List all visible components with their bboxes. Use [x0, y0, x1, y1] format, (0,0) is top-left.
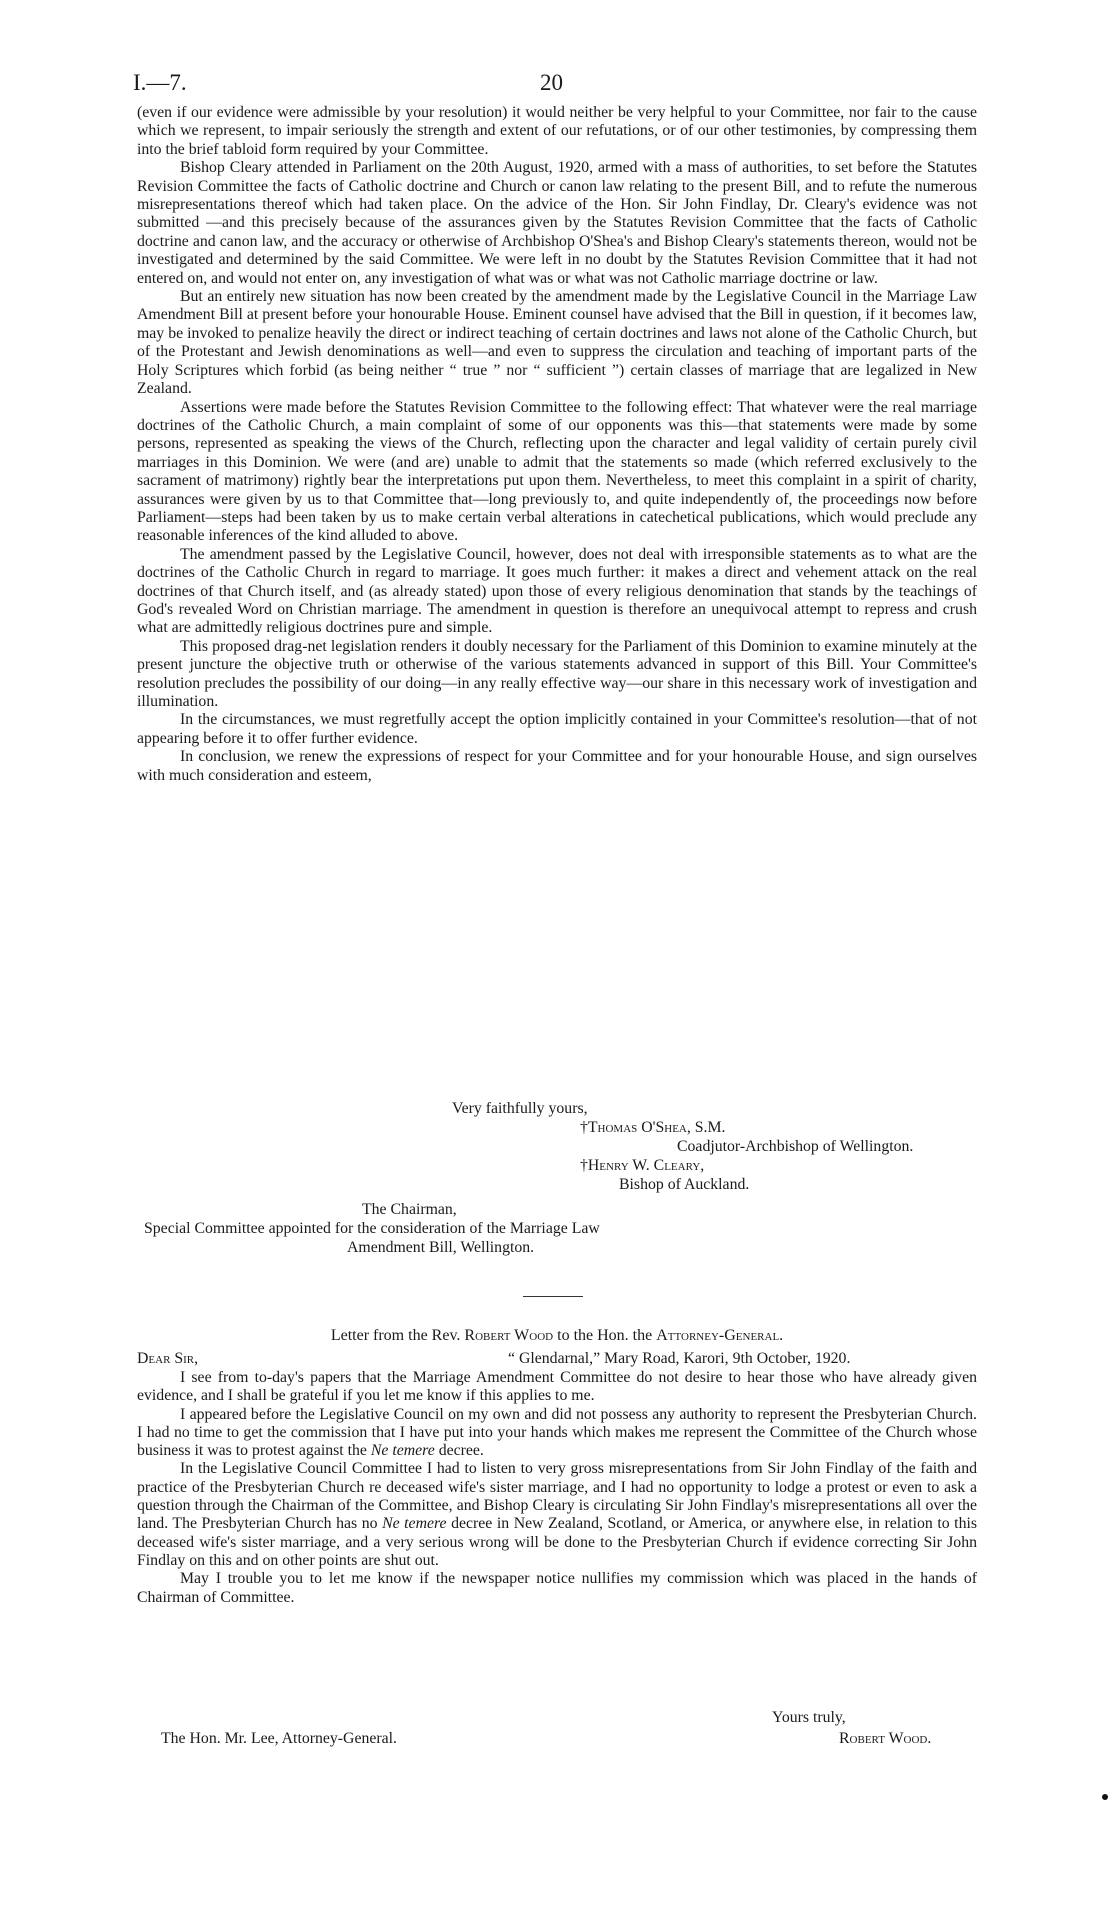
paragraph: This proposed drag-net legislation renders it doubly necessary for the Parliament of this Dominion to examine minutely at the present juncture the objective truth or otherwise of the various statements advanced in support of this Bill. Your Committee's resolution precludes the possibility of our doing—in any really effective way—our share in this necessary work of investigation and illumination. — [137, 637, 977, 710]
page-code: I.—7. — [133, 70, 187, 95]
paragraph: In the circumstances, we must regretfully accept the option implicitly contained in your Committee's resolution—that of not appearing before it to offer further evidence. — [137, 711, 977, 747]
paragraph: I see from to-day's papers that the Marriage Amendment Committee do not desire to hear those who have already given evidence, and I shall be grateful if you let me know if this applies to me. — [137, 1369, 977, 1405]
paragraph: But an entirely new situation has now been created by the amendment made by the Legislative Council in the Marriage Law Amendment Bill at present before your honourable House. Eminent counsel have advised that the Bill in question, if it becomes law, may be invoked to penalize heavily the direct or indirect teaching of certain doctrines and laws not alone of the Catholic Church, but of the Protestant and Jewish denominations as well—and even to suppress the circulation and teaching of important parts of the Holy Scriptures which forbid (as being neither “ true ” nor “ sufficient ”) certain classes of marriage that are legalized in New Zealand. — [137, 288, 977, 398]
paragraph: (even if our evidence were admissible by your resolution) it would neither be very helpful to your Committee, nor fair to the cause which we represent, to impair seriously the strength and extent of our refutations, or of our other testimonies, by compressing them into the brief tabloid form required by your Committee. — [137, 104, 977, 158]
closing: Very faithfully yours, — [452, 1100, 588, 1117]
letter-body — [137, 104, 977, 785]
recipient: The Hon. Mr. Lee, Attorney-General. — [161, 1730, 397, 1747]
addressee-line: The Chairman, — [362, 1201, 457, 1218]
addressee-line: Special Committee appointed for the consideration of the Marriage Law — [144, 1220, 600, 1237]
addressee-line: Amendment Bill, Wellington. — [347, 1239, 535, 1256]
signer-name: †Henry W. Cleary, — [580, 1157, 705, 1174]
signer-title: Coadjutor-Archbishop of Wellington. — [677, 1138, 914, 1155]
paragraph: In conclusion, we renew the expressions of respect for your Committee and for your honourable House, and sign ourselves with much consideration and esteem, — [137, 748, 977, 784]
second-letter-body — [137, 1369, 977, 1607]
paragraph: In the Legislative Council Committee I had to listen to very gross misrepresentations from Sir John Findlay of the faith and practice of the Presbyterian Church re deceased wife's sister marriage, and I had no opportunity to lodge a protest or even to ask a question through the Chairman of the Committee, and Bishop Cleary is circulating Sir John Findlay's misrepresentations all over the land. The Presbyterian Church has no Ne temere decree in New Zealand, Scotland, or America, or anywhere else, in relation to this deceased wife's sister marriage, and a very serious wrong will be done to the Presbyterian Church if evidence correcting Sir John Findlay on this and on other points are shut out. — [137, 1460, 978, 1569]
paragraph: May I trouble you to let me know if the newspaper notice nullifies my commission which was placed in the hands of Chairman of Committee. — [137, 1570, 977, 1606]
salutation: Dear Sir, — [137, 1350, 199, 1367]
divider — [523, 1296, 583, 1297]
paragraph: The amendment passed by the Legislative Council, however, does not deal with irresponsible statements as to what are the doctrines of the Catholic Church in regard to marriage. It goes much further: it makes a direct and vehement attack on the real doctrines of that Church itself, and (as already stated) upon those of every religious denomination that stands by the teachings of God's revealed Word on Christian marriage. The amendment in question is therefore an unequivocal attempt to repress and crush what are admittedly religious doctrines pure and simple. — [137, 545, 977, 637]
letter-title: Letter from the Rev. Robert Wood to the Hon. the Attorney-General. — [330, 1327, 784, 1344]
signer-name: †Thomas O'Shea, S.M. — [580, 1119, 726, 1136]
page-number: 20 — [540, 70, 563, 95]
paragraph: Assertions were made before the Statutes Revision Committee to the following effect: That whatever were the real marriage doctrines of the Catholic Church, a main complaint of some of our opponents was this—that statements were made by some persons, represented as speaking the views of the Church, reflecting upon the character and legal validity of certain purely civil marriages in this Dominion. We were (and are) unable to admit that the statements so made (which referred exclusively to the sacrament of matrimony) rightly bear the interpretations put upon them. Nevertheless, to meet this complaint in a spirit of charity, assurances were given by us to that Committee that—long previously to, and quite independently of, the proceedings now before Parliament—steps had been taken by us to make certain verbal alterations in catechetical publications, which would preclude any reasonable inferences of the kind alluded to above. — [137, 398, 977, 545]
signer-title: Bishop of Auckland. — [619, 1176, 750, 1193]
paragraph: I appeared before the Legislative Council on my own and did not possess any authority to represent the Presbyterian Church. I had no time to get the commission that I have put into your hands which makes me represent the Committee of the Church whose business it was to protest against the Ne temere decree. — [137, 1405, 977, 1460]
dateline: “ Glendarnal,” Mary Road, Karori, 9th October, 1920. — [508, 1350, 851, 1367]
margin-mark — [1102, 1794, 1108, 1800]
closing: Yours truly, — [772, 1709, 846, 1726]
paragraph: Bishop Cleary attended in Parliament on the 20th August, 1920, armed with a mass of authorities, to set before the Statutes Revision Committee the facts of Catholic doctrine and Church or canon law relating to the present Bill, and to refute the numerous misrepresentations thereof which had taken place. On the advice of the Hon. Sir John Findlay, Dr. Cleary's evidence was not submitted —and this precisely because of the assurances given by the Statutes Revision Committee that the facts of Catholic doctrine and canon law, and the accuracy or otherwise of Archbishop O'Shea's and Bishop Cleary's statements thereon, would not be investigated and determined by the said Committee. We were left in no doubt by the Statutes Revision Committee that it had not entered on, and would not enter on, any investigation of what was or what was not Catholic marriage doctrine or law. — [137, 159, 977, 287]
signer-name: Robert Wood. — [839, 1730, 932, 1747]
